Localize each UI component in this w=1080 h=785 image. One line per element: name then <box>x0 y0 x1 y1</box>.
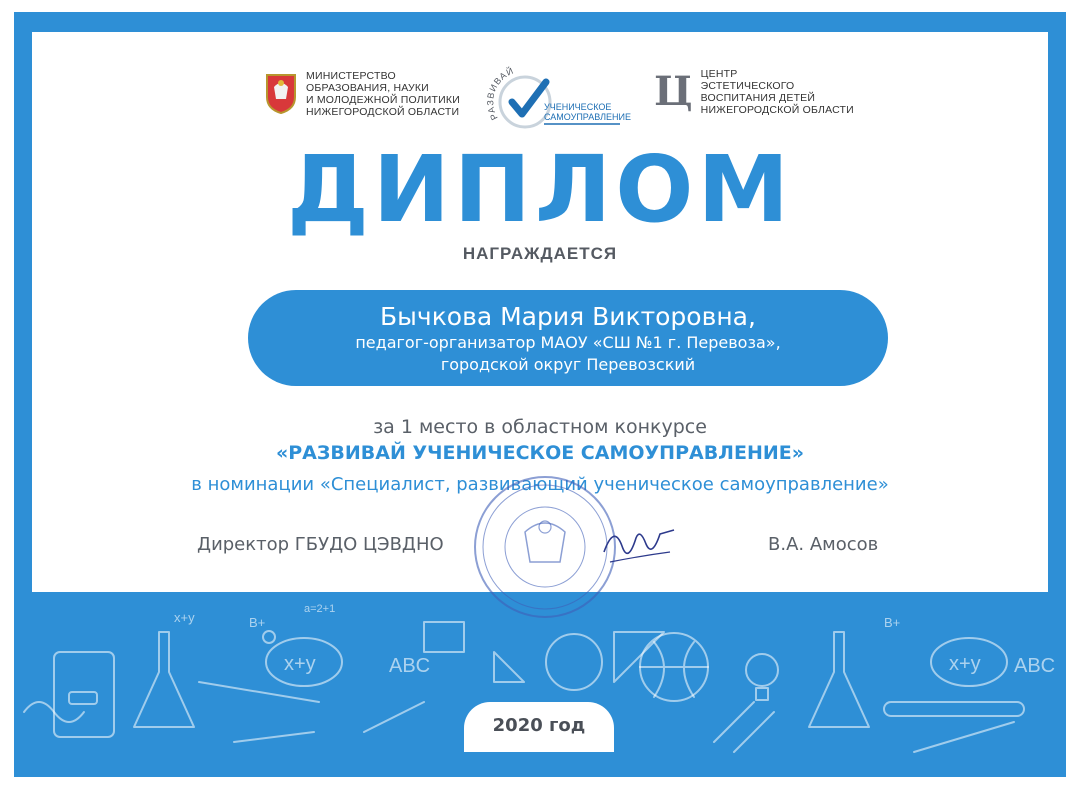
doodle-text: x+y <box>174 610 195 625</box>
doodle-text: ABC <box>1014 655 1056 677</box>
recipient-position: педагог-организатор МАОУ «СШ №1 г. Перевоза», <box>355 333 781 352</box>
ministry-line: МИНИСТЕРСТВО <box>306 70 396 82</box>
ministry-line: ОБРАЗОВАНИЯ, НАУКИ <box>306 82 429 94</box>
razvivai-logo <box>480 60 650 140</box>
doodle-text: B+ <box>249 615 266 630</box>
awarded-label: НАГРАЖДАЕТСЯ <box>462 244 618 263</box>
signature-icon <box>600 522 680 572</box>
checkmark-circle-icon <box>480 60 650 140</box>
center-logo <box>654 68 854 116</box>
razvivai-text-line: УЧЕНИЧЕСКОЕ <box>544 102 612 112</box>
recipient-banner <box>248 290 888 386</box>
diploma-frame <box>14 12 1066 777</box>
razvivai-arc-text: РАЗВИВАЙ <box>485 65 516 122</box>
ministry-line: И МОЛОДЕЖНОЙ ПОЛИТИКИ <box>306 94 460 106</box>
diploma-content <box>32 32 1048 592</box>
center-line: ЦЕНТР <box>700 68 738 80</box>
diploma-title: ДИПЛОМ <box>286 136 794 243</box>
official-stamp-icon <box>470 472 620 622</box>
director-title: Директор ГБУДО ЦЭВДНО <box>197 534 444 555</box>
doodle-text: ABC <box>389 655 431 677</box>
ministry-logo <box>264 70 460 118</box>
doodle-text: a=2+1 <box>304 603 336 615</box>
award-place: за 1 место в областном конкурсе <box>373 416 707 438</box>
doodle-text: B+ <box>884 615 901 630</box>
center-line: ВОСПИТАНИЯ ДЕТЕЙ <box>700 92 816 104</box>
doodle-text: x+y <box>949 653 981 675</box>
recipient-district: городской округ Перевозский <box>440 355 696 374</box>
coat-of-arms-icon <box>264 73 298 115</box>
contest-name: «РАЗВИВАЙ УЧЕНИЧЕСКОЕ САМОУПРАВЛЕНИЕ» <box>275 442 804 464</box>
doodle-text: x+y <box>284 653 316 675</box>
center-line: ЭСТЕТИЧЕСКОГО <box>700 80 795 92</box>
recipient-name: Бычкова Мария Викторовна, <box>380 302 756 331</box>
ministry-line: НИЖЕГОРОДСКОЙ ОБЛАСТИ <box>306 106 460 118</box>
nomination: в номинации «Специалист, развивающий ученическое самоуправление» <box>191 474 889 495</box>
center-line: НИЖЕГОРОДСКОЙ ОБЛАСТИ <box>700 104 854 116</box>
razvivai-text-line: САМОУПРАВЛЕНИЕ <box>544 112 631 122</box>
center-letter-icon: Ц <box>654 68 693 115</box>
director-name: В.А. Амосов <box>768 534 879 555</box>
diploma-year: 2020 год <box>464 702 614 752</box>
